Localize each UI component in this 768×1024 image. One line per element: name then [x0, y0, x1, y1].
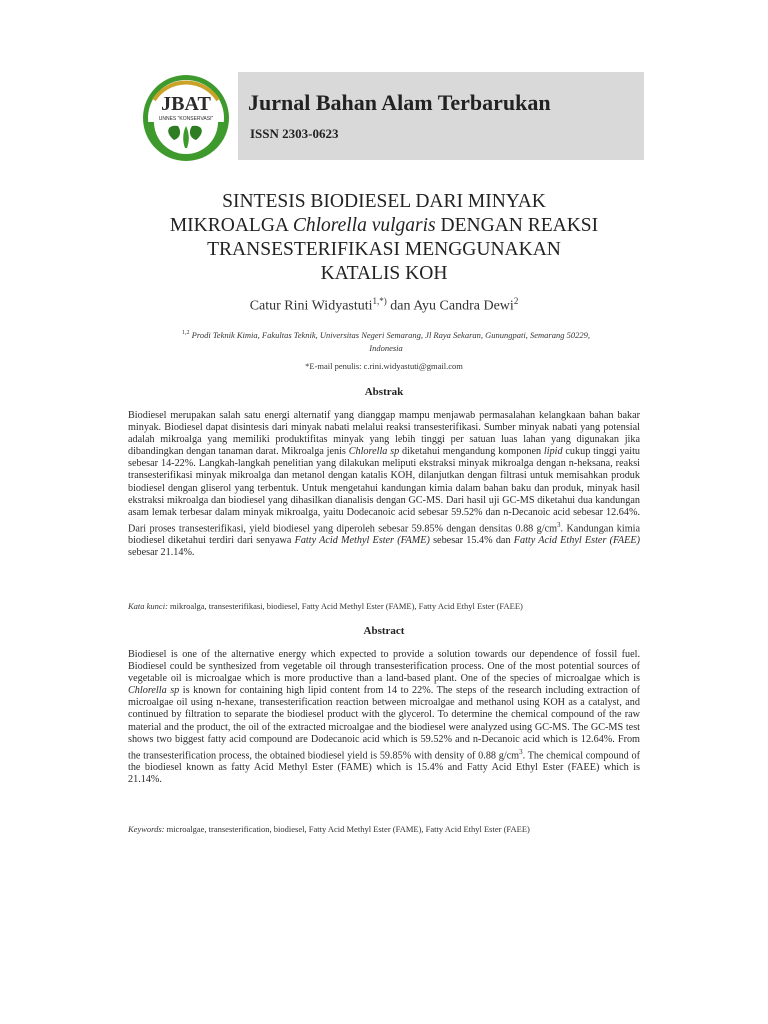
author-1: Catur Rini Widyastuti [249, 298, 373, 314]
journal-title: Jurnal Bahan Alam Terbarukan [248, 90, 551, 115]
email: *E-mail penulis: c.rini.widyastuti@gmail.com [305, 361, 463, 371]
abstrak-body: Biodiesel merupakan salah satu energi alternatif yang dianggap mampu menjawab permasalahan kelangkaan bahan bakar minyak. Biodiesel dapat disintesis dari minyak nabati melalui reaksi transesterifikasi. Sumber minyak nabati yang potensial adalah mikroalga yang memiliki produktifitas minyak yang lebih tinggi per satuan luas lahan yang digunakan jika dibandingkan dengan tanaman darat. Mikroalga jenis Chlorella sp diketahui mengandung komponen lipid cukup tinggi yaitu sebesar 14-22%. Langkah-langkah penelitian yang dilakukan meliputi ekstraksi minyak mikroalga dengan n-heksana, reaksi transesterifikasi minyak mikroalga dan metanol dengan katalis KOH, dilanjutkan dengan filtrasi untuk memisahkan produk biodiesel dengan gliserol yang terbentuk. Untuk mengetahui kandungan kimia dalam bahan baku dan produk, minyak hasil ekstraksi mikroalga dan biodiesel yang dihasilkan dianalisis dengan GC-MS. Dari hasil uji GC-MS diketahui dua kandungan asam lemak terbesar dalam minyak mikroalga, yaitu Dodecanoic acid sebesar 59.52% dan n-Decanoic acid sebesar 12.64%. Dari proses transesterifikasi, yield biodiesel yang diperoleh sebesar 59.85% dengan densitas 0.88 $g/cm^3$. Kandungan kimia biodiesel diketahui terdiri dari senyawa Fatty Acid Methyl Ester (FAME) sebesar 15.4% dan Fatty Acid Ethyl Ester (FAEE) sebesar 21.14%. [128, 410, 641, 559]
keywords: Keywords: microalgae, transesterification, biodiesel, Fatty Acid Methyl Ester (FAME), Fatty Acid Ethyl Ester (FAEE) [128, 824, 530, 834]
paper-title [128, 190, 640, 286]
authors: Catur Rini Widyastuti$^{1,*)}$ dan Ayu Candra Dewi$^2$ [249, 296, 519, 314]
author-1-sup: 1,*) [372, 296, 387, 306]
jbat-logo [134, 70, 238, 166]
logo-text: JBAT [161, 93, 211, 115]
journal-header-band [238, 72, 644, 160]
kata-kunci: Kata kunci: mikroalga, transesterifikasi, biodiesel, Fatty Acid Methyl Ester (FAME), Fatty Acid Ethyl Ester (FAEE) [128, 601, 523, 611]
logo-subtext: UNNES "KONSERVASI" [158, 116, 214, 122]
jbat-logo-graphic [134, 70, 238, 166]
species-name: Chlorella vulgaris [292, 215, 436, 236]
title-line-1: SINTESIS BIODIESEL DARI MINYAK [222, 191, 546, 212]
abstract-body: Biodiesel is one of the alternative energy which expected to provide a solution towards our dependence of fossil fuel. Biodiesel could be synthesized from vegetable oil through transesterification process. One of the most potential sources of vegetable oil is microalgae which is more productive than a land-based plant. One of the species of microalgae which is Chlorella sp is known for containing high lipid content from 14 to 22%. The steps of the research including extraction of microalgae oil using n-hexane, transesterification reaction between microalgae and methanol using KOH as a catalyst, and continued by filtration to separate the biodiesel product with the glycerol. To determine the chemical compound of the raw material and the product, the oil of the extracted microalgae and the biodiesel were analyzed using GC-MS. The GC-MS test shows two biggest fatty acid compound are Dodecanoic acid which is 59.52% and n-Decanoic acid which is 12.64%. From the transesterification process, the obtained biodiesel yield is 59.85% with density of 0.88 $g/cm^3$. The chemical compound of the biodiesel known as fatty Acid Methyl Ester (FAME) which is 15.4% and Fatty Acid Ethyl Ester (FAEE) which is 21.14%. [128, 649, 641, 786]
abstract-heading: Abstract [363, 625, 405, 637]
title-line-4: KATALIS KOH [320, 263, 448, 284]
issn: ISSN 2303-0623 [250, 126, 339, 141]
author-2-sup: 2 [513, 296, 519, 306]
title-line-2: MIKROALGA Chlorella vulgaris DENGAN REAKSI [169, 215, 599, 236]
abstrak-heading: Abstrak [364, 386, 404, 398]
title-line-3: TRANSESTERIFIKASI MENGGUNAKAN [207, 239, 561, 260]
author-2: Ayu Candra Dewi [413, 298, 514, 314]
affiliation: $^{1,2}$ Prodi Teknik Kimia, Fakultas Teknik, Universitas Negeri Semarang, Jl Raya Sekaran, Gunungpati, Semarang 50229, Indonesia [182, 329, 590, 353]
